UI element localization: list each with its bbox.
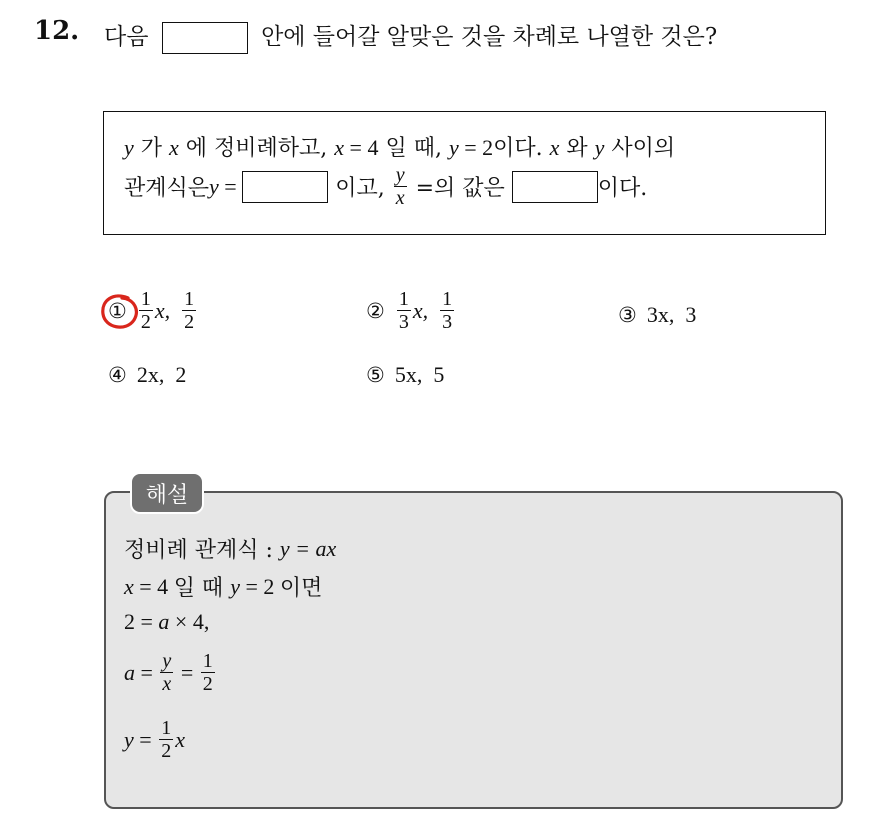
condition-line-1	[124, 131, 675, 162]
fraction-numerator: 1	[398, 288, 409, 310]
choice-3-text: 3x, 3	[646, 302, 697, 327]
fraction-denominator: x	[395, 187, 405, 210]
blank-relation	[242, 171, 328, 203]
selected-answer-circle-icon	[98, 292, 142, 334]
fraction-numerator: 1	[140, 288, 151, 310]
fraction-numerator: y	[395, 164, 405, 186]
fraction-numerator: 1	[184, 288, 195, 310]
var-x: x	[549, 135, 560, 160]
choice-3-marker: ③	[618, 303, 637, 327]
condition-line-2	[124, 164, 647, 209]
equation: = 4	[133, 573, 174, 599]
choice-4-text: 2x, 2	[136, 362, 187, 387]
choice-4-marker: ④	[108, 363, 127, 387]
fraction-numerator: 1	[442, 288, 453, 310]
text: 이고,	[328, 176, 392, 202]
fraction-denominator: x	[162, 673, 172, 696]
question-text	[104, 18, 717, 54]
var-x: x	[334, 135, 345, 160]
question-number: 12.	[34, 16, 80, 46]
solution-line-1	[124, 533, 336, 564]
equals: =	[133, 726, 158, 752]
text: 에 정비례하고,	[178, 136, 335, 161]
text: 이면	[279, 576, 323, 601]
text: 와	[559, 136, 595, 161]
var-y: y	[209, 173, 219, 199]
choice-2-variable: x,	[412, 297, 429, 323]
equation: y = ax	[279, 535, 337, 561]
var-y: y	[230, 573, 240, 599]
equation: = 2	[458, 135, 494, 160]
choice-3[interactable]	[618, 302, 696, 328]
solution-line-4	[124, 650, 217, 695]
fraction-numerator: 1	[202, 650, 213, 672]
choice-4[interactable]	[108, 362, 186, 388]
var-a: a	[158, 609, 170, 634]
equals: =	[135, 659, 159, 685]
var-y: y	[594, 135, 605, 160]
equals: =	[218, 173, 243, 199]
question-text-after: 안에 들어갈 알맞은 것을 차례로 나열한 것은?	[261, 24, 718, 50]
text: 관계식은	[124, 176, 210, 202]
text: 정비례 관계식 :	[124, 538, 280, 563]
var-y: y	[448, 135, 459, 160]
fraction-denominator: 2	[184, 311, 195, 334]
solution-line-2	[124, 571, 322, 602]
fraction-y-over-x	[160, 650, 173, 695]
equation: 2 =	[124, 609, 159, 634]
text: 이다.	[597, 176, 648, 202]
var-y: y	[124, 726, 134, 752]
choice-2-fraction	[397, 288, 411, 333]
equals: =	[175, 659, 199, 685]
text: =의 값은	[408, 176, 512, 202]
var-y: y	[124, 135, 134, 160]
fraction-denominator: 3	[442, 311, 453, 334]
choice-1-marker: ①	[108, 298, 127, 323]
choice-2-fraction-2	[440, 288, 454, 333]
equation: = 4	[344, 135, 379, 160]
text: 가	[133, 136, 170, 161]
solution-line-5	[124, 717, 185, 762]
equation: × 4,	[169, 609, 210, 634]
answer-blank	[162, 22, 248, 54]
choice-2-marker: ②	[366, 298, 385, 323]
fraction-denominator: 2	[161, 740, 172, 763]
choice-5[interactable]	[366, 362, 444, 388]
choice-5-text: 5x, 5	[394, 362, 445, 387]
choice-2[interactable]	[366, 288, 456, 333]
fraction-numerator: y	[162, 650, 172, 672]
var-x: x	[175, 726, 185, 752]
text: 일 때	[173, 576, 231, 601]
equation: = 2	[239, 573, 280, 599]
solution-tag: 해설	[130, 472, 204, 514]
fraction-denominator: 2	[140, 311, 151, 334]
fraction-y-over-x	[394, 164, 407, 209]
choice-1-fraction-2	[182, 288, 196, 333]
fraction-denominator: 3	[398, 311, 409, 334]
choice-1-variable: x,	[154, 297, 171, 323]
fraction-one-half	[159, 717, 173, 762]
choice-5-marker: ⑤	[366, 363, 385, 387]
var-x: x	[124, 573, 134, 599]
solution-line-3	[124, 609, 209, 635]
text: 이다.	[493, 136, 550, 161]
blank-value	[512, 171, 598, 203]
fraction-denominator: 2	[202, 673, 213, 696]
text: 사이의	[604, 136, 676, 161]
var-a: a	[124, 659, 135, 685]
var-x: x	[169, 135, 179, 160]
text: 일 때,	[378, 136, 449, 161]
fraction-one-half	[201, 650, 215, 695]
fraction-numerator: 1	[161, 717, 172, 739]
question-text-before: 다음	[104, 24, 149, 50]
